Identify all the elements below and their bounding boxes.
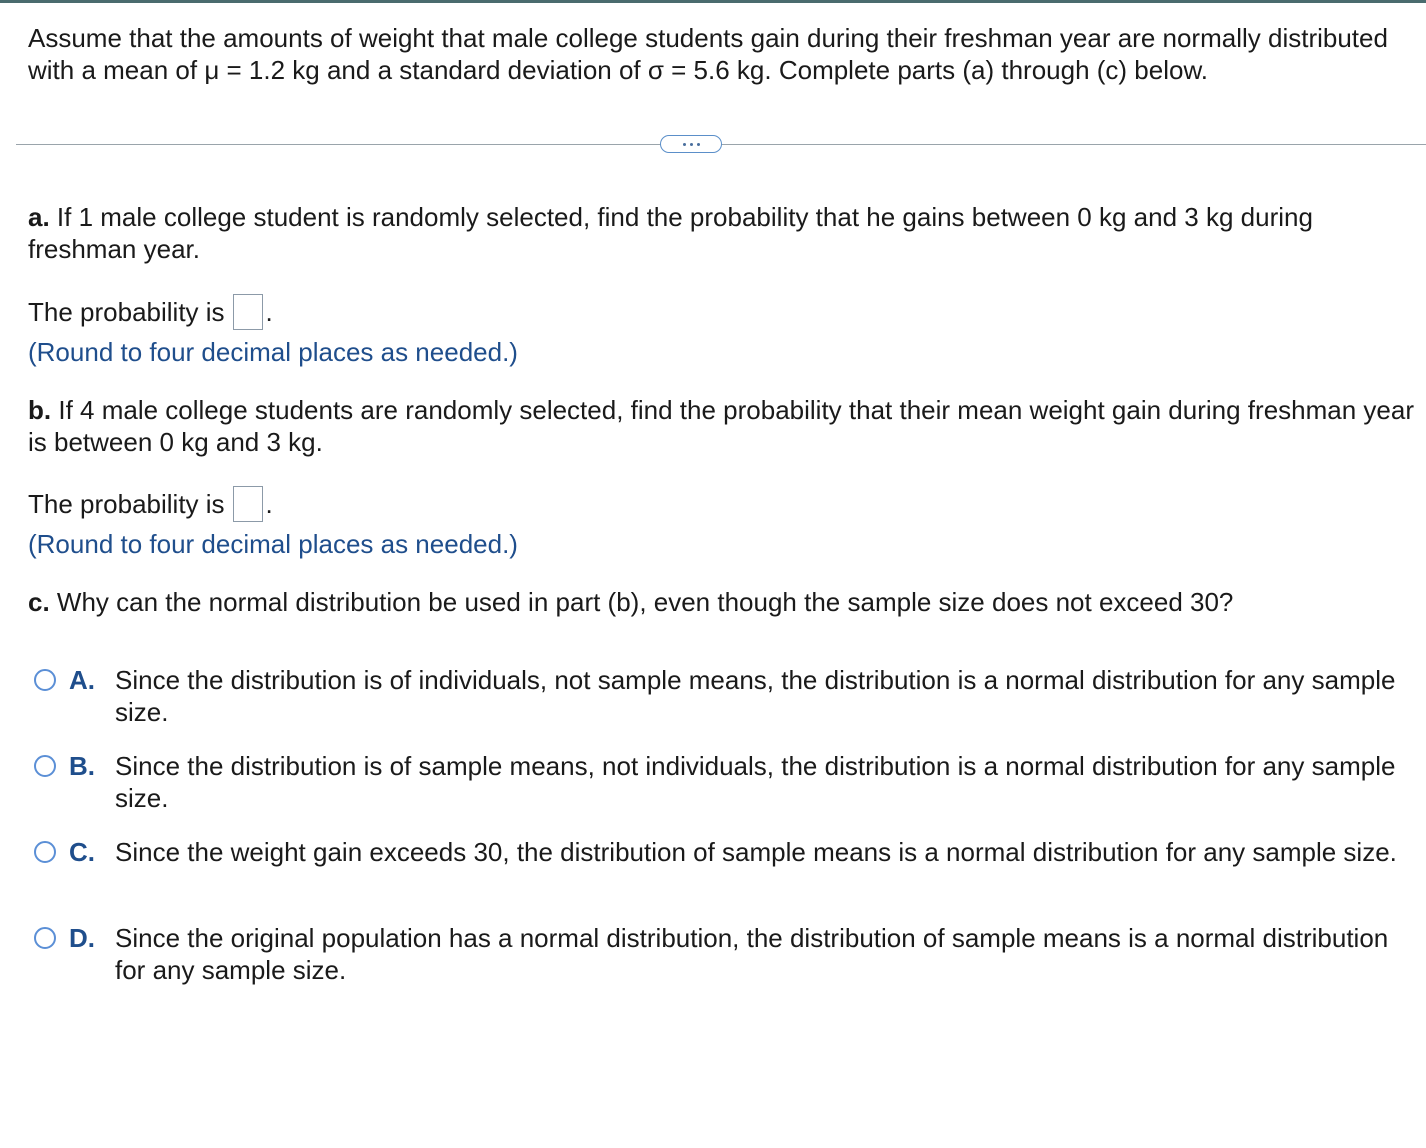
ellipsis-icon[interactable] [660, 135, 722, 153]
option-text: Since the original population has a normal distribution, the distribution of sample means is a normal distribution for any sample size. [115, 923, 1389, 985]
ellipsis-dot [690, 143, 693, 146]
part-a-label: a. [28, 202, 50, 232]
part-c-text: Why can the normal distribution be used in part (b), even though the sample size does not exceed 30? [56, 587, 1234, 617]
option-letter: C. [69, 837, 95, 867]
option-d[interactable] [34, 922, 1414, 986]
option-text: Since the distribution is of sample means, not individuals, the distribution is a normal distribution for any sample size. [115, 751, 1396, 813]
period: . [265, 489, 273, 519]
top-rule [0, 0, 1426, 3]
part-b-label: b. [28, 395, 52, 425]
ellipsis-dot [683, 143, 686, 146]
part-a-text: If 1 male college student is randomly selected, find the probability that he gains between 0 kg and 3 kg during freshman year. [28, 202, 1313, 264]
option-letter: A. [69, 665, 95, 695]
part-b-question [28, 394, 1423, 458]
option-text: Since the distribution is of individuals, not sample means, the distribution is a normal distribution for any sample size. [115, 665, 1396, 727]
part-b-answer-prefix: The probability is [28, 489, 225, 519]
option-b[interactable] [34, 750, 1414, 814]
part-b-text: If 4 male college students are randomly selected, find the probability that their mean weight gain during freshman year is between 0 kg and 3 kg. [28, 395, 1414, 457]
ellipsis-dot [697, 143, 700, 146]
part-a-question [28, 201, 1328, 265]
option-c[interactable] [34, 836, 1414, 868]
period: . [265, 297, 273, 327]
part-b-answer-input[interactable] [233, 486, 263, 522]
part-a-hint: (Round to four decimal places as needed.) [28, 337, 518, 367]
radio-button-b[interactable] [34, 755, 56, 777]
part-a-answer-prefix: The probability is [28, 297, 225, 327]
radio-button-c[interactable] [34, 841, 56, 863]
option-text: Since the weight gain exceeds 30, the distribution of sample means is a normal distribution for any sample size. [115, 837, 1397, 867]
option-letter: B. [69, 751, 95, 781]
part-a-answer-line [28, 294, 273, 330]
option-a[interactable] [34, 664, 1414, 728]
part-c-question [28, 586, 1418, 618]
part-b-hint: (Round to four decimal places as needed.) [28, 529, 518, 559]
part-a-answer-input[interactable] [233, 294, 263, 330]
radio-button-a[interactable] [34, 669, 56, 691]
radio-button-d[interactable] [34, 927, 56, 949]
part-b-answer-line [28, 486, 273, 522]
option-letter: D. [69, 923, 95, 953]
problem-intro: Assume that the amounts of weight that male college students gain during their freshman year are normally distributed with a mean of μ = 1.2 kg and a standard deviation of σ = 5.6 kg. Complete parts (a) through (c) below. [28, 23, 1388, 85]
part-c-label: c. [28, 587, 50, 617]
